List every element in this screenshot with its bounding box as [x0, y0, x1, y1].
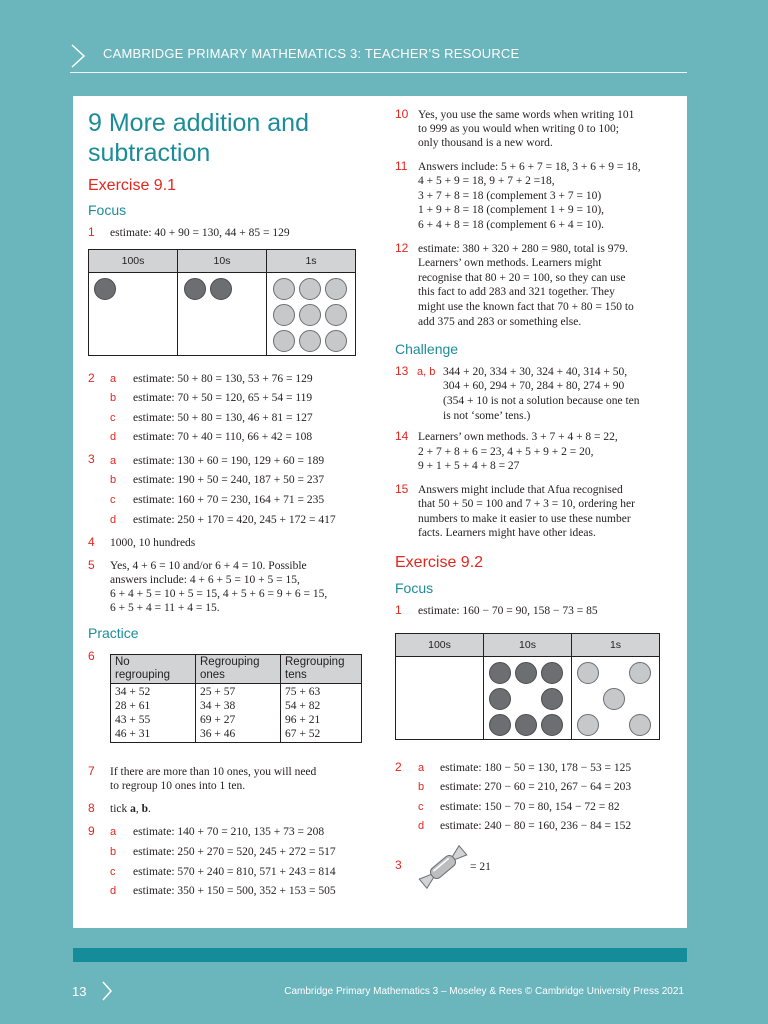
- answer-text: 9 + 1 + 5 + 4 + 8 = 27: [418, 460, 520, 472]
- section-heading-focus: Focus: [88, 202, 127, 218]
- section-heading-challenge: Challenge: [395, 341, 459, 357]
- question-number: 14: [395, 429, 409, 443]
- place-value-table: [395, 633, 660, 740]
- one-counter: [577, 662, 599, 684]
- question-number: 4: [88, 535, 95, 549]
- footer-band: [73, 948, 687, 962]
- part-letter: a, b: [417, 366, 436, 378]
- column-header: Regrouping tens: [281, 655, 362, 684]
- part-letter: b: [418, 781, 425, 793]
- answer-text: that 50 + 50 = 100 and 7 + 3 = 10, ordering her: [418, 498, 635, 510]
- one-counter: [577, 714, 599, 736]
- answer-text: 2 + 7 + 8 + 6 = 23, 4 + 5 + 9 + 2 = 20,: [418, 446, 594, 458]
- part-letter: b: [110, 846, 117, 858]
- ones-cell: [572, 657, 660, 740]
- answer-text: facts. Learners might have other ideas.: [418, 527, 596, 539]
- part-letter: a: [110, 455, 117, 467]
- question-number: 3: [88, 452, 95, 466]
- page-number: 13: [72, 984, 87, 999]
- answer-text: numbers to make it easier to use these number: [418, 513, 631, 525]
- table-cell: 75 + 63 54 + 82 96 + 21 67 + 52: [281, 684, 362, 743]
- ten-counter: [184, 278, 206, 300]
- question-number: 1: [395, 603, 402, 617]
- ones-cell: [267, 273, 356, 356]
- question-number: 9: [88, 824, 95, 838]
- answer-text: this fact to add 283 and 321 together. They: [418, 286, 615, 298]
- answer-text: estimate: 250 + 270 = 520, 245 + 272 = 517: [133, 846, 336, 858]
- column-header: 100s: [396, 634, 484, 657]
- footer-credit: Cambridge Primary Mathematics 3 – Moseley & Rees © Cambridge University Press 2021: [284, 986, 684, 997]
- answer-text: estimate: 50 + 80 = 130, 53 + 76 = 129: [133, 373, 313, 385]
- answer-text: estimate: 240 − 80 = 160, 236 − 84 = 152: [440, 820, 632, 832]
- answer-text: might use the known fact that 70 + 80 = 150 to: [418, 301, 634, 313]
- answer-text: (354 + 10 is not a solution because one ten: [443, 395, 640, 407]
- answer-text: estimate: 70 + 50 = 120, 65 + 54 = 119: [133, 392, 313, 404]
- ten-counter: [210, 278, 232, 300]
- question-number: 2: [395, 760, 402, 774]
- part-letter: a: [110, 373, 117, 385]
- question-number: 5: [88, 558, 95, 572]
- answer-text: estimate: 150 − 70 = 80, 154 − 72 = 82: [440, 801, 620, 813]
- one-counter: [299, 278, 321, 300]
- column-header: 10s: [178, 250, 267, 273]
- part-letter: d: [110, 431, 117, 443]
- one-counter: [629, 662, 651, 684]
- answer-text: 4 + 5 + 9 = 18, 9 + 7 + 2 =18,: [418, 175, 555, 187]
- sweet-icon: [413, 841, 473, 893]
- part-letter: c: [110, 866, 116, 878]
- question-number: 6: [88, 649, 95, 663]
- answer-text: estimate: 50 + 80 = 130, 46 + 81 = 127: [133, 412, 313, 424]
- content-page: [73, 96, 687, 928]
- chapter-title-line1: 9 More addition and: [88, 109, 309, 137]
- section-heading-practice: Practice: [88, 625, 139, 641]
- regrouping-table: [110, 654, 362, 743]
- answer-text: 304 + 60, 294 + 70, 284 + 80, 274 + 90: [443, 380, 625, 392]
- answer-text: estimate: 380 + 320 + 280 = 980, total is 979.: [418, 243, 628, 255]
- column-header: 10s: [484, 634, 572, 657]
- answer-text: Yes, you use the same words when writing 101: [418, 109, 635, 121]
- answer-text: estimate: 140 + 70 = 210, 135 + 73 = 208: [133, 826, 325, 838]
- question-number: 7: [88, 764, 95, 778]
- answer-text: estimate: 180 − 50 = 130, 178 − 53 = 125: [440, 762, 632, 774]
- one-counter: [325, 304, 347, 326]
- answer-text: recognise that 80 + 20 = 100, so they can use: [418, 272, 626, 284]
- ten-counter: [489, 688, 511, 710]
- answer-text: estimate: 570 + 240 = 810, 571 + 243 = 814: [133, 866, 336, 878]
- one-counter: [629, 714, 651, 736]
- column-header: 1s: [267, 250, 356, 273]
- ten-counter: [515, 714, 537, 736]
- part-letter: b: [110, 474, 117, 486]
- ten-counter: [541, 714, 563, 736]
- answer-text: 3 + 7 + 8 = 18 (complement 3 + 7 = 10): [418, 190, 602, 202]
- part-letter: d: [110, 885, 117, 897]
- answer-text: estimate: 160 − 70 = 90, 158 − 73 = 85: [418, 605, 598, 617]
- answer-text: tick a, b.: [110, 803, 151, 815]
- question-number: 10: [395, 107, 409, 121]
- exercise-heading: Exercise 9.2: [395, 554, 484, 571]
- column-header: 100s: [89, 250, 178, 273]
- question-number: 15: [395, 482, 409, 496]
- running-header-title: CAMBRIDGE PRIMARY MATHEMATICS 3: TEACHER’S RESOURCE: [103, 46, 520, 61]
- answer-text: estimate: 270 − 60 = 210, 267 − 64 = 203: [440, 781, 632, 793]
- question-number: 8: [88, 801, 95, 815]
- answer-text: estimate: 250 + 170 = 420, 245 + 172 = 417: [133, 514, 336, 526]
- answer-text: estimate: 130 + 60 = 190, 129 + 60 = 189: [133, 455, 325, 467]
- answer-text: Learners’ own methods. Learners might: [418, 257, 602, 269]
- place-value-table: [88, 249, 356, 356]
- chevron-right-icon: [101, 980, 113, 1002]
- answer-text: only thousand is a new word.: [418, 137, 553, 149]
- tens-cell: [178, 273, 267, 356]
- section-heading-focus: Focus: [395, 580, 434, 596]
- ten-counter: [489, 714, 511, 736]
- question-number: 3: [395, 858, 402, 872]
- answer-text: 1 + 9 + 8 = 18 (complement 1 + 9 = 10),: [418, 204, 605, 216]
- column-header: No regrouping: [111, 655, 196, 684]
- page-header: [0, 0, 768, 96]
- part-letter: c: [110, 494, 116, 506]
- tens-cell: [484, 657, 572, 740]
- one-counter: [299, 304, 321, 326]
- part-letter: c: [418, 801, 424, 813]
- part-letter: b: [110, 392, 117, 404]
- one-counter: [325, 278, 347, 300]
- question-number: 11: [395, 159, 408, 173]
- part-letter: a: [110, 826, 117, 838]
- part-letter: a: [418, 762, 425, 774]
- answer-text: to 999 as you would when writing 0 to 100;: [418, 123, 619, 135]
- column-header: Regrouping ones: [196, 655, 281, 684]
- question-number: 1: [88, 225, 95, 239]
- answer-text: estimate: 190 + 50 = 240, 187 + 50 = 237: [133, 474, 325, 486]
- ten-counter: [541, 662, 563, 684]
- one-counter: [325, 330, 347, 352]
- part-letter: c: [110, 412, 116, 424]
- hundreds-cell: [396, 657, 484, 740]
- answer-text: add 375 and 283 or something else.: [418, 316, 582, 328]
- part-letter: d: [110, 514, 117, 526]
- table-cell: 34 + 52 28 + 61 43 + 55 46 + 31: [111, 684, 196, 743]
- chapter-title-line2: subtraction: [88, 139, 211, 167]
- answer-text: If there are more than 10 ones, you will need: [110, 766, 317, 778]
- answer-text: to regroup 10 ones into 1 ten.: [110, 780, 246, 792]
- one-counter: [299, 330, 321, 352]
- one-counter: [273, 278, 295, 300]
- answer-text: 344 + 20, 334 + 30, 324 + 40, 314 + 50,: [443, 366, 628, 378]
- answer-text: Yes, 4 + 6 = 10 and/or 6 + 4 = 10. Possible: [110, 560, 307, 572]
- answer-text: 6 + 4 + 8 = 18 (complement 6 + 4 = 10).: [418, 219, 605, 231]
- answer-text: 6 + 4 + 5 = 10 + 5 = 15, 4 + 5 + 6 = 9 + 6 = 15,: [110, 588, 328, 600]
- ten-counter: [515, 662, 537, 684]
- answer-text: 6 + 5 + 4 = 11 + 4 = 15.: [110, 602, 220, 614]
- one-counter: [273, 330, 295, 352]
- part-letter: d: [418, 820, 425, 832]
- header-rule: [70, 72, 687, 73]
- answer-text: estimate: 160 + 70 = 230, 164 + 71 = 235: [133, 494, 325, 506]
- answer-text: estimate: 40 + 90 = 130, 44 + 85 = 129: [110, 227, 290, 239]
- ten-counter: [489, 662, 511, 684]
- answer-text: estimate: 350 + 150 = 500, 352 + 153 = 505: [133, 885, 336, 897]
- question-number: 13: [395, 364, 409, 378]
- answer-text: is not ‘some’ tens.): [443, 410, 531, 422]
- one-counter: [603, 688, 625, 710]
- answer-text: Answers include: 5 + 6 + 7 = 18, 3 + 6 + 9 = 18,: [418, 161, 641, 173]
- exercise-heading: Exercise 9.1: [88, 177, 177, 194]
- one-counter: [273, 304, 295, 326]
- question-number: 12: [395, 241, 409, 255]
- answer-text: 1000, 10 hundreds: [110, 537, 196, 549]
- answer-text: answers include: 4 + 6 + 5 = 10 + 5 = 15,: [110, 574, 300, 586]
- hundred-counter: [94, 278, 116, 300]
- answer-text: estimate: 70 + 40 = 110, 66 + 42 = 108: [133, 431, 313, 443]
- answer-text: Answers might include that Afua recognised: [418, 484, 623, 496]
- answer-text: Learners’ own methods. 3 + 7 + 4 + 8 = 22,: [418, 431, 618, 443]
- ten-counter: [541, 688, 563, 710]
- answer-text: = 21: [470, 861, 491, 873]
- question-number: 2: [88, 371, 95, 385]
- hundreds-cell: [89, 273, 178, 356]
- column-header: 1s: [572, 634, 660, 657]
- table-cell: 25 + 57 34 + 38 69 + 27 36 + 46: [196, 684, 281, 743]
- chevron-right-icon: [70, 43, 86, 69]
